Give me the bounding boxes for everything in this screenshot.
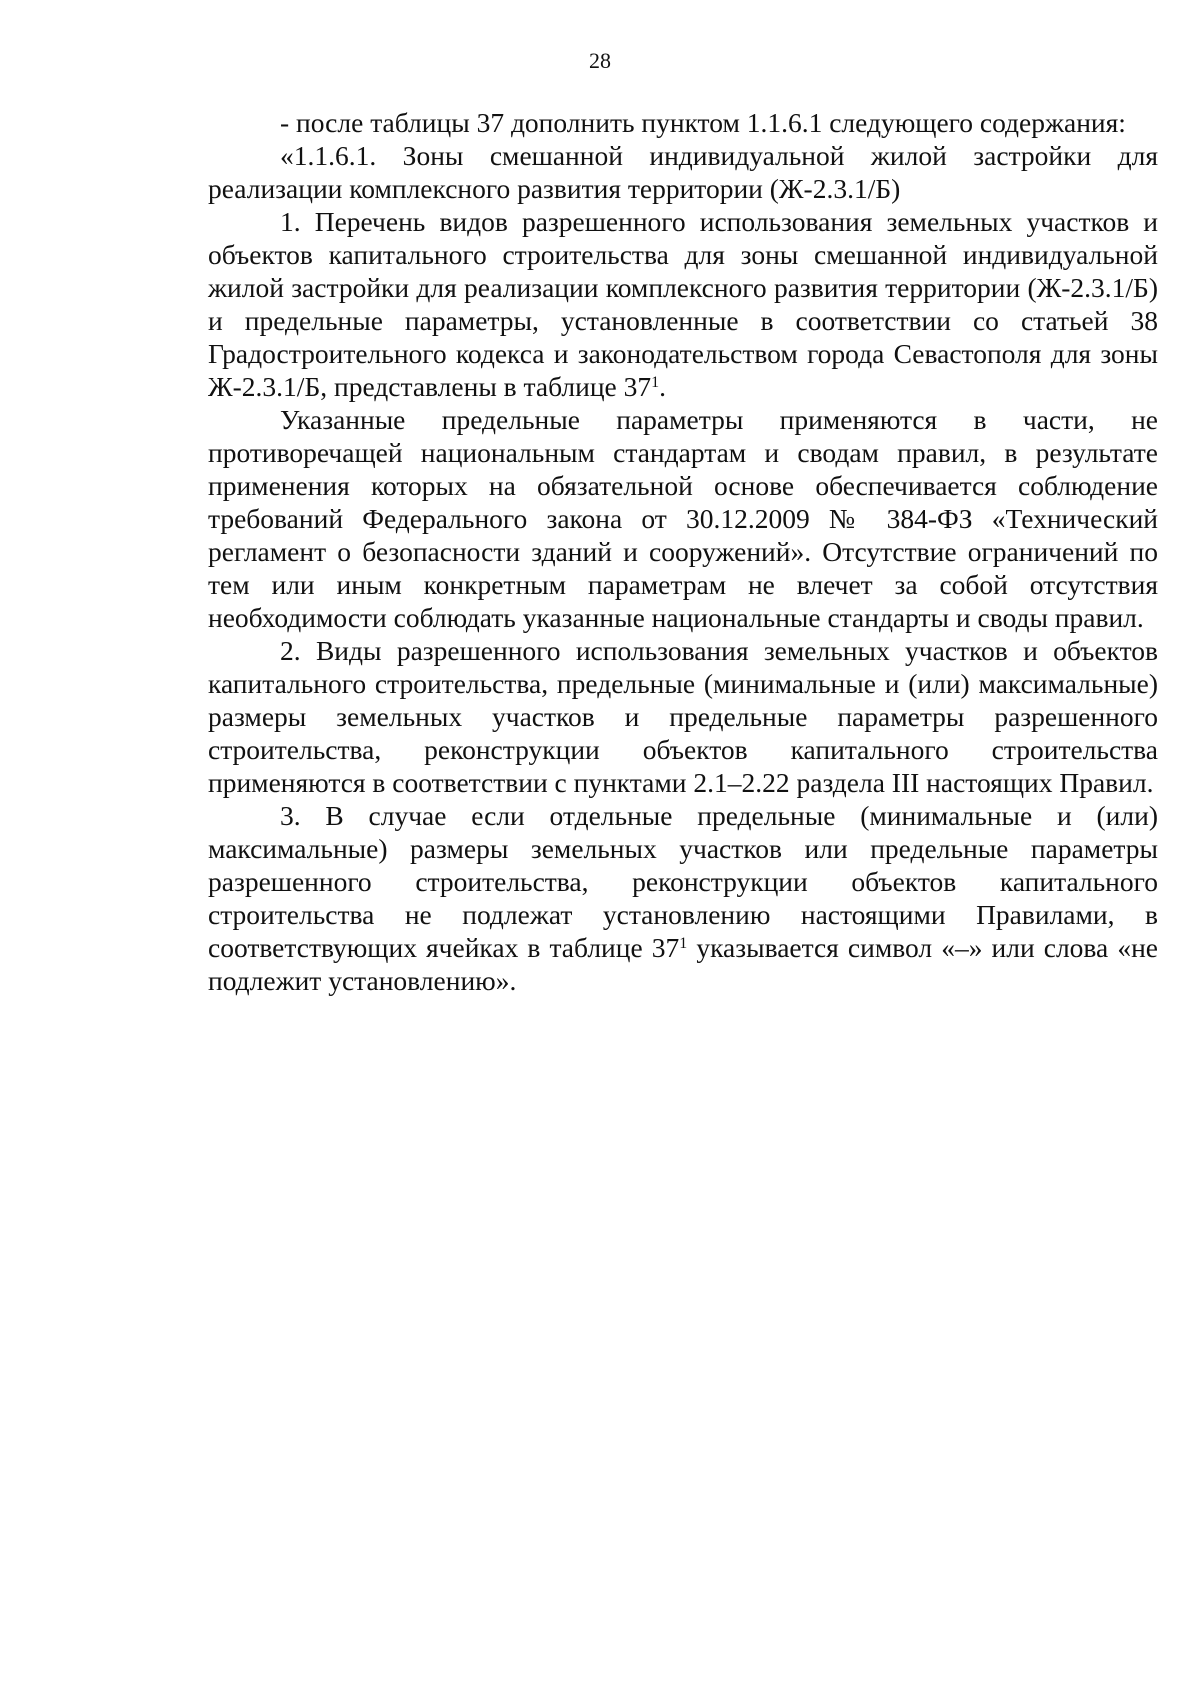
paragraph-item-2: 2. Виды разрешенного использования земельных участков и объектов капитального строительства, предельные (минимальные и (или) максимальные) размеры земельных участков и предельные параметры разрешенного строительства, реконструкции объектов капитального строительства применяются в соответствии с пунктами 2.1–2.22 раздела III настоящих Правил.: [208, 635, 1158, 798]
document-body: [208, 106, 1158, 997]
paragraph-item-1-end: .: [659, 371, 667, 402]
paragraph-item-3-end: указывается символ «–» или слова «не подлежит установлению».: [208, 932, 1158, 996]
paragraph-item-3-text: 3. В случае если отдельные предельные (минимальные и (или) максимальные) размеры земельных участков или предельные параметры разрешенного строительства, реконструкции объектов капитального строительства не подлежат установлению настоящими Правилами, в соответствующих ячейках в таблице 37: [208, 800, 1158, 963]
paragraph-section-heading: «1.1.6.1. Зоны смешанной индивидуальной жилой застройки для реализации комплексного развития территории (Ж-2.3.1/Б): [208, 140, 1158, 204]
table-footnote-marker: 1: [651, 374, 660, 391]
paragraph-item-1-text: 1. Перечень видов разрешенного использования земельных участков и объектов капитального строительства для зоны смешанной индивидуальной жилой застройки для реализации комплексного развития территории (Ж-2.3.1/Б) и предельные параметры, установленные в соответствии со статьей 38 Градостроительного кодекса и законодательством города Севастополя для зоны Ж-2.3.1/Б, представлены в таблице 37: [208, 206, 1158, 402]
table-footnote-marker: 1: [679, 935, 688, 952]
paragraph-amendment-intro: - после таблицы 37 дополнить пунктом 1.1.6.1 следующего содержания:: [280, 107, 1126, 138]
paragraph-item-1: [208, 205, 1158, 403]
page-number: 28: [589, 48, 611, 73]
paragraph-limits-note: Указанные предельные параметры применяются в части, не противоречащей национальным стандартам и сводам правил, в результате применения которых на обязательной основе обеспечивается соблюдение требований Федерального закона от 30.12.2009 № 384-ФЗ «Технический регламент о безопасности зданий и сооружений». Отсутствие ограничений по тем или иным конкретным параметрам не влечет за собой отсутствия необходимости соблюдать указанные национальные стандарты и своды правил.: [208, 404, 1158, 633]
paragraph-item-3: [208, 799, 1158, 997]
